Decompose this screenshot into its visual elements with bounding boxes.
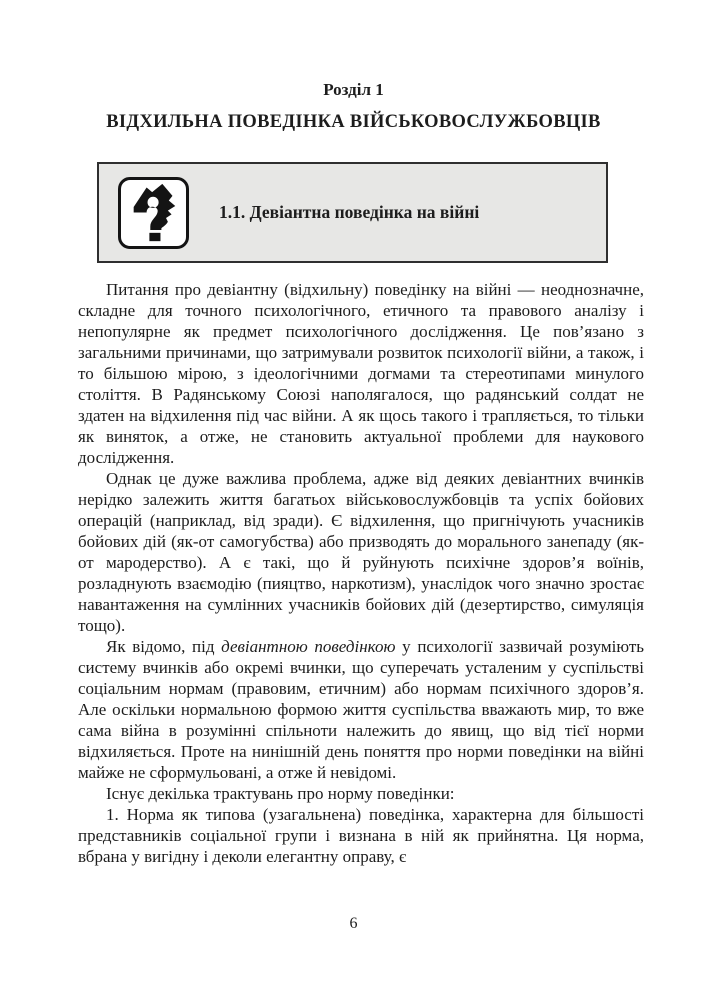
paragraph-1: Питання про девіантну (відхильну) поведінку на війні — неоднозначне, складне для точного психологічного, етичного та правового аналізу і непопулярне як предмет психологічного дослідження. Це пов’язано з загальними причинами, що затримували розвиток психології війни, а також, і то більшою мірою, з ідеологічними догмами та стереотипами минулого століття. В Радянському Союзі наполягалося, що радянський солдат не здатен на відхилення під час війни. А як щось такого і трапляється, то тільки як виняток, а отже, не становить актуальної проблеми для наукового дослідження.: [78, 280, 644, 467]
paragraph-2: Однак це дуже важлива проблема, адже від деяких девіантних вчинків нерідко залежить життя багатьох військовослужбовців та успіх бойових операцій (наприклад, від зради). Є відхилення, що пригнічують учасників бойових дій (як-от самогубства) або призводять до морального занепаду (як-от мародерство). А є такі, що й руйнують психічне здоров’я воїнів, розладнують взаємодію (пияцтво, наркотизм), унаслідок чого значно зростає навантаження на сумлінних учасників бойових дій (дезертирство, симуляція тощо).: [78, 469, 644, 635]
page-number: 6: [349, 915, 358, 932]
paragraph-4: Існує декілька трактувань про норму поведінки:: [106, 784, 455, 803]
body-text: [78, 279, 644, 867]
chapter-title: ВІДХИЛЬНА ПОВЕДІНКА ВІЙСЬКОВОСЛУЖБОВЦІВ: [106, 112, 601, 132]
emphasized-term: девіантною поведінкою: [221, 637, 396, 656]
paragraph-3-lead: Як відомо, під: [106, 637, 222, 656]
question-head-icon: [118, 177, 189, 249]
section-title: 1.1. Девіантна поведінка на війні: [219, 202, 480, 222]
paragraph-3: [78, 636, 644, 783]
chapter-label: Розділ 1: [323, 80, 384, 99]
section-heading-box: [97, 162, 608, 263]
paragraph-5: 1. Норма як типова (узагальнена) поведінка, характерна для більшості представників соціальної групи і визнана в ній як прийнятна. Ця норма, вбрана у вигідну і деколи елегантну оправу, є: [78, 805, 644, 866]
paragraph-3-rest: у психології зазвичай розуміють систему вчинків або окремі вчинки, що суперечать усталеним у суспільстві соціальним нормам (правовим, етичним) або нормам психічного здоров’я. Але оскільки нормальною формою життя суспільства вважають мир, то вже сама війна в розумінні спільноти належить до явищ, що від тієї норми відхиляється. Проте на нинішній день поняття про норми поведінки на війні майже не сформульовані, а отже й невідомі.: [78, 637, 645, 782]
